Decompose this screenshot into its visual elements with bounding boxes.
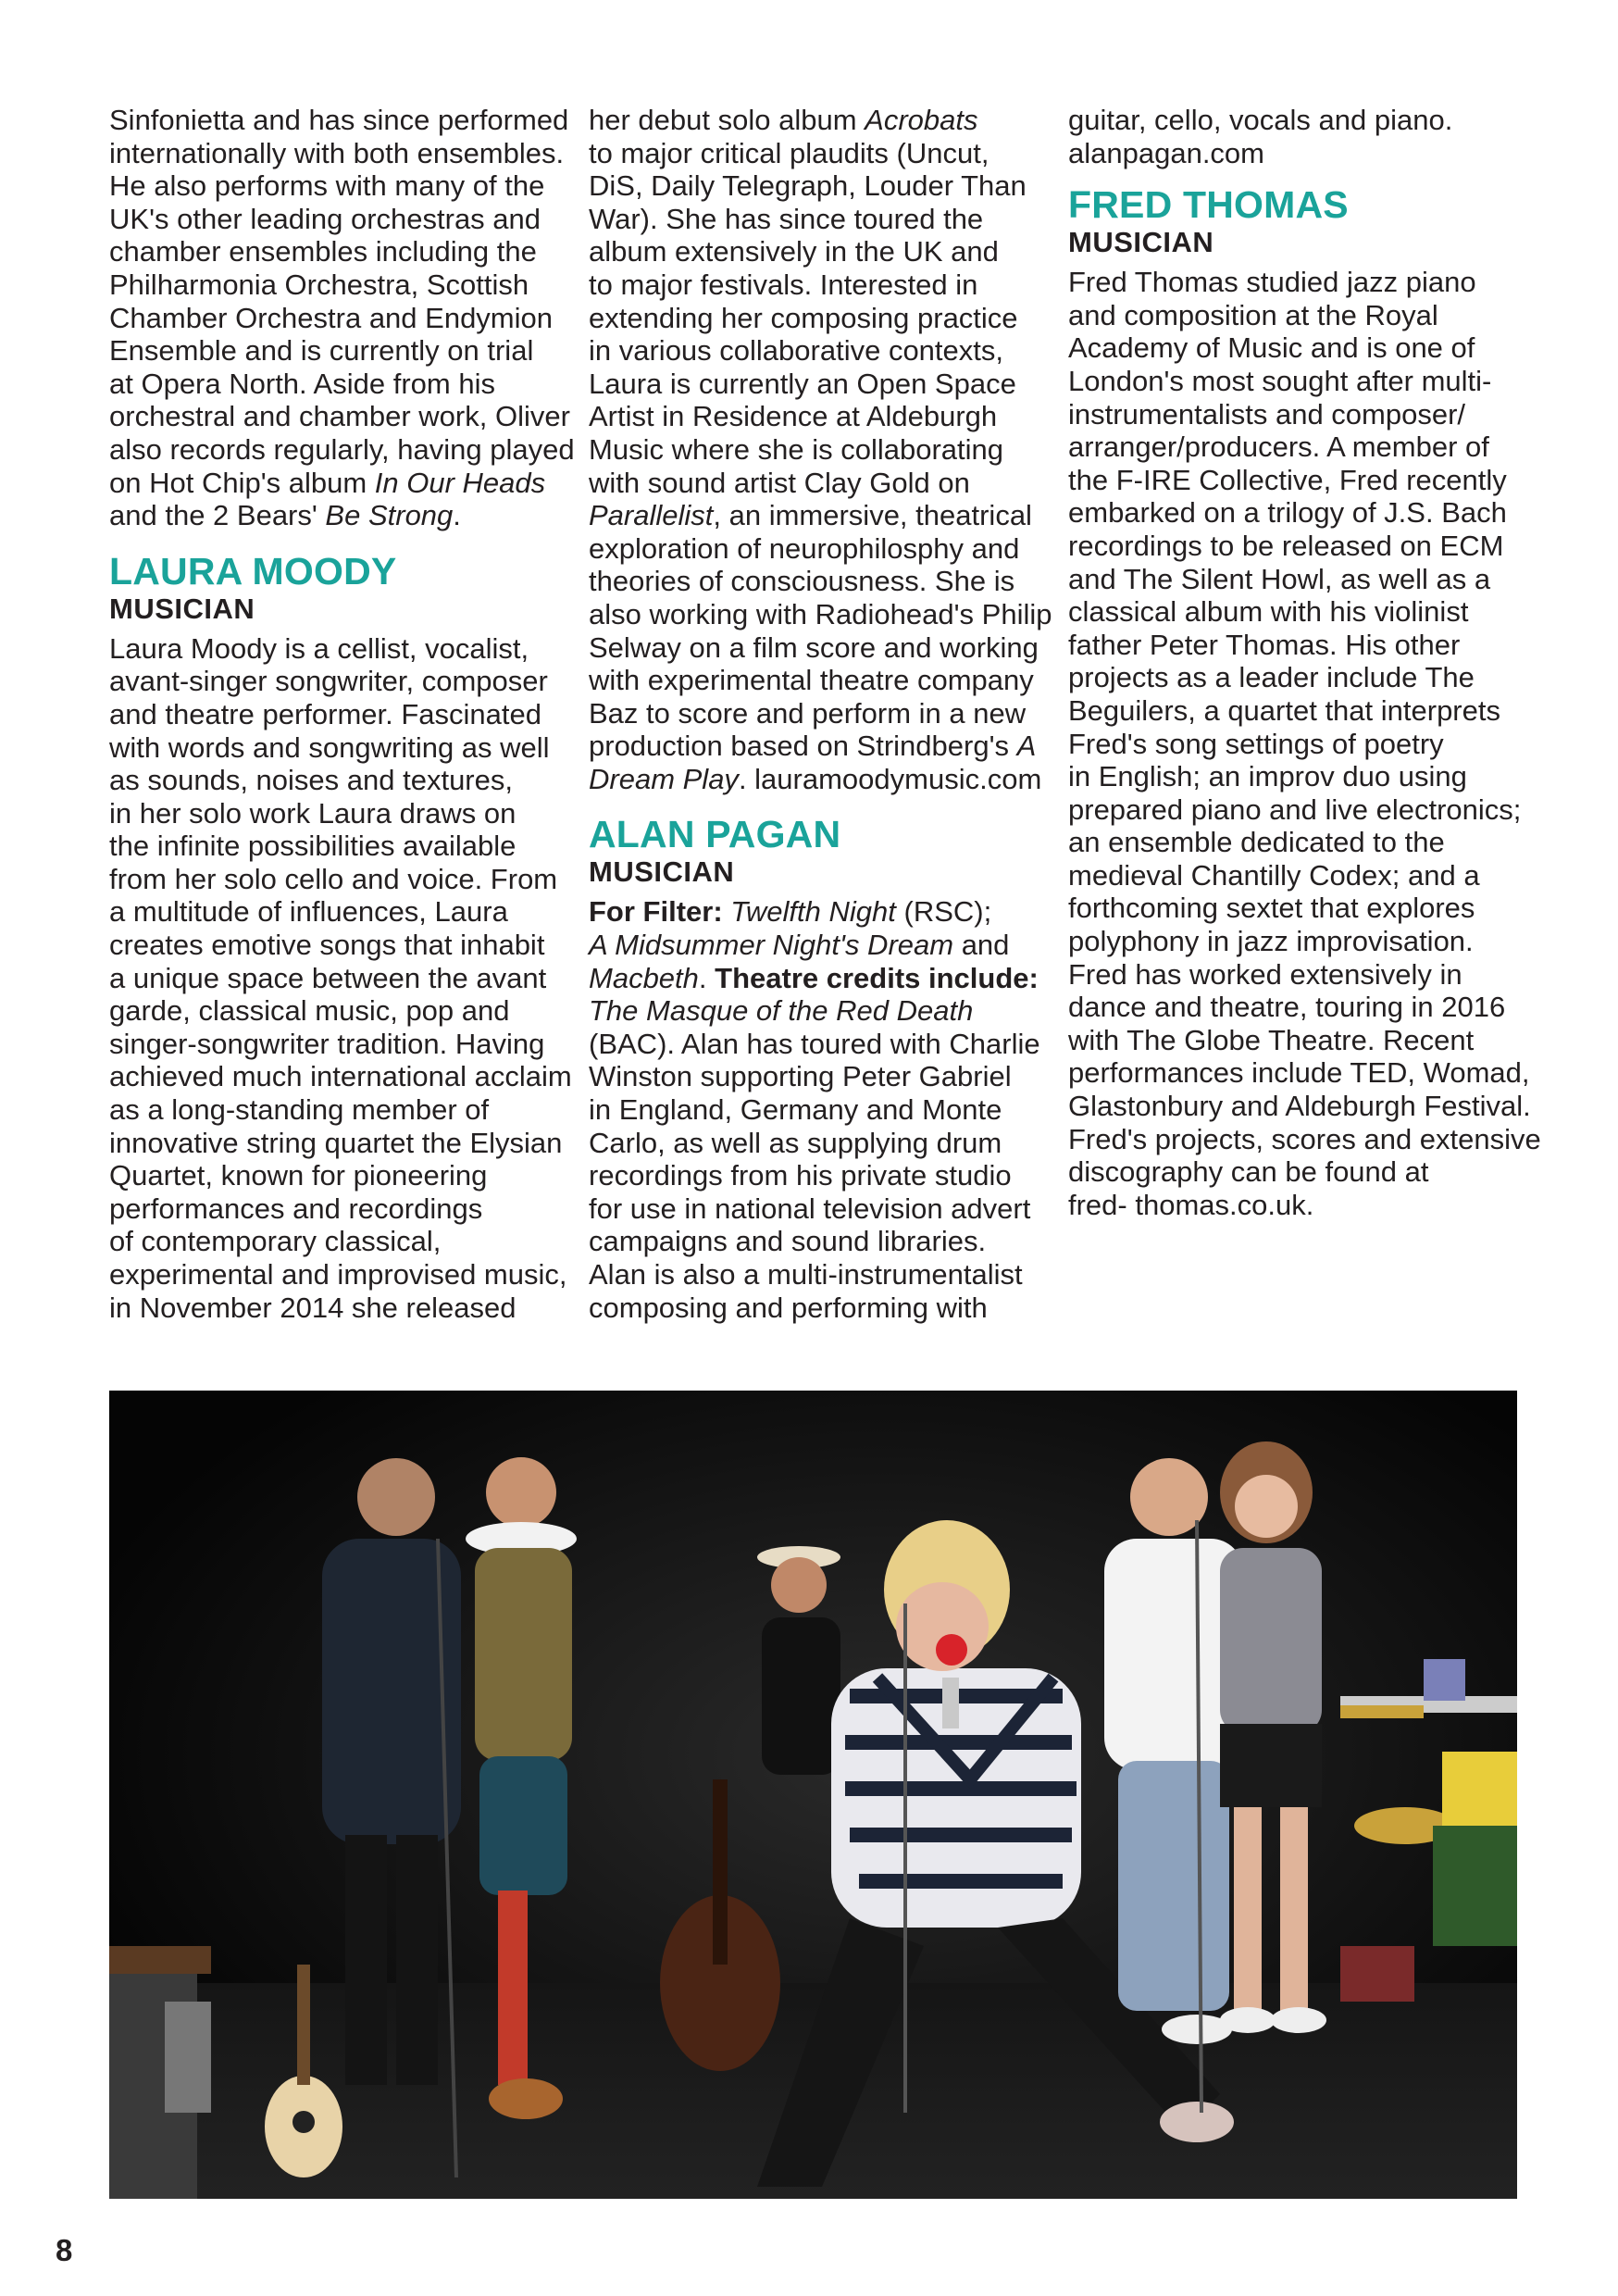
bio-line: experimental and improvised music, [109,1258,567,1291]
bio-line: as sounds, noises and textures, [109,764,513,797]
bio-line: War). She has since toured the [589,202,984,235]
alan-pagan-name: ALAN PAGAN [589,813,841,856]
bio-line: orchestral and chamber work, Oliver [109,400,570,433]
bio-line: Macbeth. Theatre credits include: [589,961,1039,994]
bio-line: Fred's projects, scores and extensive [1068,1122,1541,1155]
bio-line: and The Silent Howl, as well as a [1068,562,1491,595]
bio-line: with experimental theatre company [589,664,1034,697]
bio-line: polyphony in jazz improvisation. [1068,925,1474,958]
bio-line: to major critical plaudits (Uncut, [589,136,989,169]
bio-line: chamber ensembles including the [109,235,537,268]
bio-line: in her solo work Laura draws on [109,796,517,830]
alan-pagan-role: MUSICIAN [589,855,735,889]
bio-line: dance and theatre, touring in 2016 [1068,991,1506,1024]
bio-line: Fred has worked extensively in [1068,957,1462,991]
bio-line: Quartet, known for pioneering [109,1159,488,1192]
bio-line: Laura Moody is a cellist, vocalist, [109,631,529,665]
bio-line: album extensively in the UK and [589,235,999,268]
bio-line: campaigns and sound libraries. [589,1225,987,1258]
bio-line: and theatre performer. Fascinated [109,697,541,730]
bio-line: recordings from his private studio [589,1159,1012,1192]
bio-line: The Masque of the Red Death [589,994,974,1028]
laura-moody-bio [109,631,572,1324]
bio-line: composing and performing with [589,1291,988,1324]
bio-line: with The Globe Theatre. Recent [1068,1023,1475,1056]
bio-line: instrumentalists and composer/ [1068,397,1466,430]
bio-line: Ensemble and is currently on trial [109,334,534,368]
bio-line: with words and songwriting as well [109,730,550,764]
bio-line: the F-IRE Collective, Fred recently [1068,463,1507,496]
bio-line: to major festivals. Interested in [589,268,978,301]
bio-line: Sinfonietta and has since performed [109,104,569,136]
bio-line: embarked on a trilogy of J.S. Bach [1068,496,1507,530]
bio-line: theories of consciousness. She is [589,565,1015,598]
bio-line: Winston supporting Peter Gabriel [589,1060,1012,1093]
laura-moody-name: LAURA MOODY [109,549,397,593]
bio-line: Laura is currently an Open Space [589,367,1016,400]
bio-line: Baz to score and perform in a new [589,696,1027,730]
bio-line: internationally with both ensembles. [109,136,565,169]
bio-line: Academy of Music and is one of [1068,331,1475,365]
bio-line: DiS, Daily Telegraph, Louder Than [589,169,1027,203]
bio-line: creates emotive songs that inhabit [109,929,545,962]
bio-line: forthcoming sextet that explores [1068,892,1475,925]
column-1 [109,104,575,1324]
bio-line: discography can be found at [1068,1155,1429,1189]
bio-line: A Midsummer Night's Dream and [589,929,1010,962]
bio-line: the infinite possibilities available [109,830,517,863]
bio-line: garde, classical music, pop and [109,994,510,1028]
bio-line: prepared piano and live electronics; [1068,792,1522,826]
bio-line: an ensemble dedicated to the [1068,826,1445,859]
bio-line: innovative string quartet the Elysian [109,1126,563,1159]
bio-line: Chamber Orchestra and Endymion [109,301,554,334]
bio-line: He also performs with many of the [109,169,545,203]
bio-line: Beguilers, a quartet that interprets [1068,693,1500,727]
bio-line: fred- thomas.co.uk. [1068,1188,1314,1221]
bio-line: in English; an improv duo using [1068,760,1467,793]
bio-line: also records regularly, having played [109,432,575,466]
bio-line: avant-singer songwriter, composer [109,665,548,698]
bio-line: from her solo cello and voice. From [109,862,558,895]
bio-line: for use in national television advert [589,1192,1031,1225]
bio-line: achieved much international acclaim [109,1060,572,1093]
bio-line: arranger/producers. A member of [1068,430,1489,464]
bio-line: guitar, cello, vocals and piano. [1068,104,1453,136]
bio-line: production based on Strindberg's A [589,730,1037,763]
bio-line: as a long-standing member of [109,1093,490,1127]
bio-line: (BAC). Alan has toured with Charlie [589,1027,1040,1060]
bio-line: also working with Radiohead's Philip [589,597,1052,630]
bio-line: UK's other leading orchestras and [109,202,541,235]
photo-illustration [109,1391,1517,2199]
bio-line: of contemporary classical, [109,1225,442,1258]
fred-thomas-role: MUSICIAN [1068,226,1214,259]
bio-line: classical album with his violinist [1068,595,1469,629]
bio-line: Glastonbury and Aldeburgh Festival. [1068,1090,1531,1123]
bio-line: with sound artist Clay Gold on [589,466,970,499]
bio-line: Dream Play. lauramoodymusic.com [589,762,1042,795]
bio-line: Selway on a film score and working [589,630,1039,664]
fred-thomas-name: FRED THOMAS [1068,183,1349,227]
bio-line: father Peter Thomas. His other [1068,628,1461,661]
bio-line: and composition at the Royal [1068,298,1438,331]
bio-line: a unique space between the avant [109,961,547,994]
laura-moody-role: MUSICIAN [109,592,255,625]
column-2 [589,104,1052,1324]
bio-line: alanpagan.com [1068,136,1264,169]
bio-line: Philharmonia Orchestra, Scottish [109,268,529,301]
bio-line: For Filter: Twelfth Night (RSC); [589,895,992,929]
bio-line: at Opera North. Aside from his [109,367,495,400]
bio-line: Fred's song settings of poetry [1068,727,1444,760]
bio-line: her debut solo album Acrobats [589,104,978,136]
bio-line: London's most sought after multi- [1068,364,1492,397]
bio-line: Fred Thomas studied jazz piano [1068,266,1476,299]
bio-line: and the 2 Bears' Be Strong. [109,499,461,532]
laura-moody-bio-continued [589,137,1042,500]
bio-line: in England, Germany and Monte [589,1093,1002,1127]
column-3 [1068,104,1541,1221]
stage-performance-photo [109,1391,1517,2199]
bio-line: Parallelist, an immersive, theatrical [589,499,1032,532]
bio-line: Carlo, as well as supplying drum [589,1126,1002,1159]
page-number: 8 [56,2233,73,2267]
bio-line: performances include TED, Womad, [1068,1056,1530,1090]
bio-line: exploration of neurophilosphy and [589,531,1020,565]
bio-line: singer-songwriter tradition. Having [109,1027,545,1060]
bio-line: a multitude of influences, Laura [109,895,508,929]
bio-line: Alan is also a multi-instrumentalist [589,1258,1023,1291]
alan-pagan-bio [589,1028,1042,1324]
bio-line: Artist in Residence at Aldeburgh [589,400,998,433]
bio-line: Music where she is collaborating [589,432,1003,466]
alan-pagan-bio-continued [1068,104,1522,169]
fred-thomas-bio [1068,266,1541,1221]
bio-line: extending her composing practice [589,301,1018,334]
bio-line: projects as a leader include The [1068,661,1475,694]
bio-line: recordings to be released on ECM [1068,529,1504,562]
bio-line: in various collaborative contexts, [589,334,1004,368]
bio-line: medieval Chantilly Codex; and a [1068,858,1480,892]
bio-line: on Hot Chip's album In Our Heads [109,466,546,499]
oliver-bio-continued [109,104,575,467]
laura-moody-bio-continued-2 [589,531,1052,730]
bio-line: performances and recordings [109,1192,483,1225]
bio-line: in November 2014 she released [109,1291,517,1324]
